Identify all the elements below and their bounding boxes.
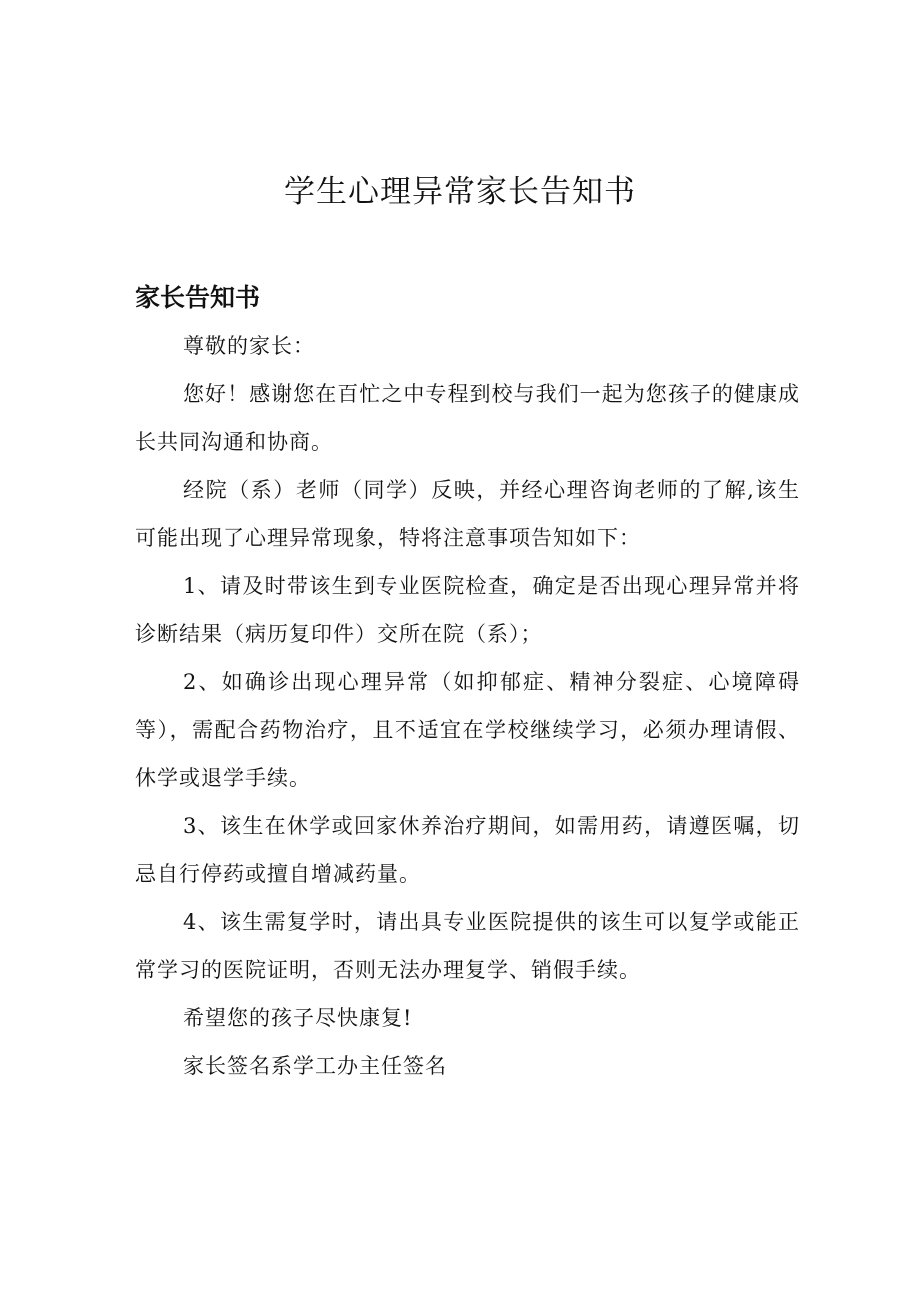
notice-item-4: 4、该生需复学时，请出具专业医院提供的该生可以复学或能正常学习的医院证明，否则无法办理复学、销假手续。 [135, 910, 800, 982]
section-heading: 家长告知书 [135, 283, 261, 312]
greeting-paragraph: 您好！感谢您在百忙之中专程到校与我们一起为您孩子的健康成长共同沟通和协商。 [135, 382, 800, 454]
salutation: 尊敬的家长： [183, 334, 315, 358]
notice-item-3: 3、该生在休学或回家休养治疗期间，如需用药，请遵医嘱，切忌自行停药或擅自增减药量。 [135, 814, 800, 886]
signature-line: 家长签名系学工办主任签名 [183, 1054, 447, 1078]
closing-wish: 希望您的孩子尽快康复! [183, 1006, 413, 1030]
document-title: 学生心理异常家长告知书 [284, 174, 636, 210]
notice-item-1: 1、请及时带该生到专业医院检查，确定是否出现心理异常并将诊断结果（病历复印件）交所在院（系）； [135, 574, 800, 646]
notice-intro-paragraph: 经院（系）老师（同学）反映，并经心理咨询老师的了解,该生可能出现了心理异常现象，特将注意事项告知如下： [135, 478, 800, 550]
document-body [135, 322, 800, 1090]
notice-item-2: 2、如确诊出现心理异常（如抑郁症、精神分裂症、心境障碍等），需配合药物治疗，且不适宜在学校继续学习，必须办理请假、休学或退学手续。 [135, 670, 800, 790]
